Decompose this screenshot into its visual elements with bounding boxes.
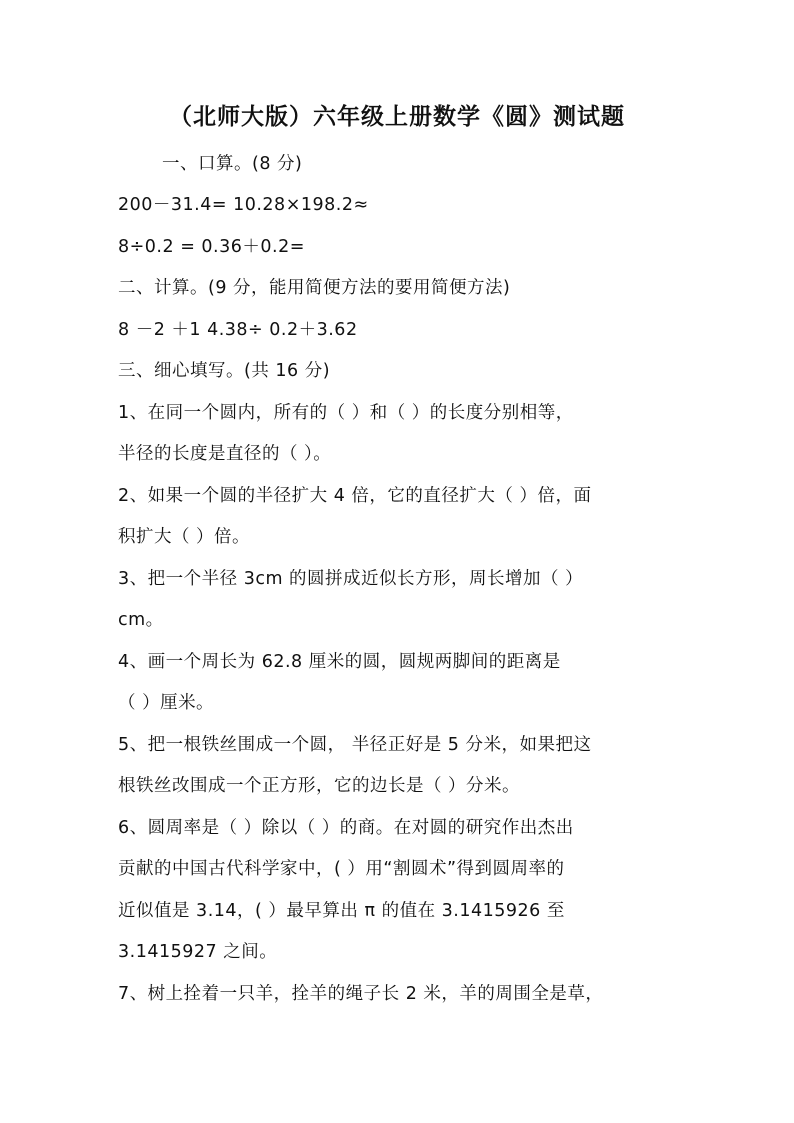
question-6-line-3: 近似值是 3.14，( ）最早算出 π 的值在 3.1415926 至 (118, 901, 565, 921)
question-6-line-4: 3.1415927 之间。 (118, 942, 278, 962)
oral-calc-row-2: 8÷0.2 = 0.36＋0.2= (118, 237, 305, 257)
question-3-line-1: 3、把一个半径 3cm 的圆拼成近似长方形，周长增加（ ） (118, 569, 584, 589)
section-1-heading: 一、口算。(8 分) (162, 154, 303, 174)
question-4-line-2: （ ）厘米。 (118, 693, 215, 713)
question-3-line-2: cm。 (118, 610, 164, 630)
question-4-line-1: 4、画一个周长为 62.8 厘米的圆，圆规两脚间的距离是 (118, 652, 561, 672)
section-3-heading: 三、细心填写。(共 16 分) (118, 361, 331, 381)
question-5-line-1: 5、把一根铁丝围成一个圆， 半径正好是 5 分米，如果把这 (118, 735, 592, 755)
question-6-line-2: 贡献的中国古代科学家中，( ）用“割圆术”得到圆周率的 (118, 859, 565, 879)
question-5-line-2: 根铁丝改围成一个正方形，它的边长是（ ）分米。 (118, 776, 521, 796)
question-1-line-1: 1、在同一个圆内，所有的（ ）和（ ）的长度分别相等， (118, 403, 574, 423)
question-2-line-1: 2、如果一个圆的半径扩大 4 倍，它的直径扩大（ ）倍，面 (118, 486, 592, 506)
question-7-line-1: 7、树上拴着一只羊，拴羊的绳子长 2 米，羊的周围全是草， (118, 984, 604, 1004)
oral-calc-row-1: 200－31.4= 10.28×198.2≈ (118, 195, 369, 215)
question-2-line-2: 积扩大（ ）倍。 (118, 527, 251, 547)
calc-row: 8 －2 ＋1 4.38÷ 0.2＋3.62 (118, 320, 358, 340)
question-1-line-2: 半径的长度是直径的（ ）。 (118, 444, 332, 464)
section-2-heading: 二、计算。(9 分，能用简便方法的要用简便方法) (118, 278, 511, 298)
question-6-line-1: 6、圆周率是（ ）除以（ ）的商。在对圆的研究作出杰出 (118, 818, 574, 838)
document-title: （北师大版）六年级上册数学《圆》测试题 (169, 103, 625, 130)
